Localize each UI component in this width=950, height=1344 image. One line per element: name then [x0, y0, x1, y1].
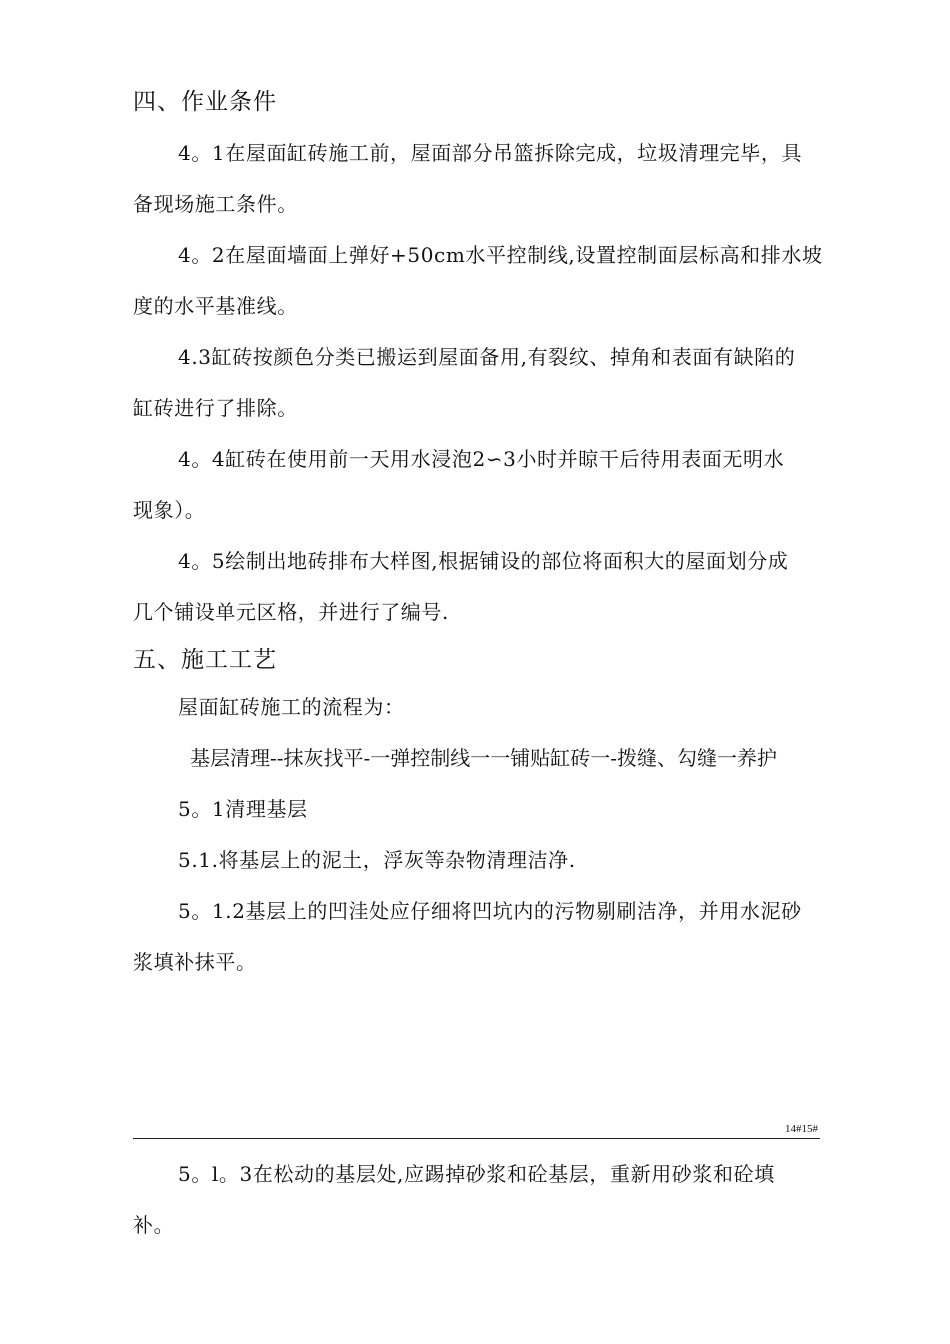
paragraph-4-2-line-1: 4。2在屋面墙面上弹好+50cm水平控制线,设置控制面层标高和排水坡 — [178, 243, 823, 267]
paragraph-4-5-line-1: 4。5绘制出地砖排布大样图,根据铺设的部位将面积大的屋面划分成 — [178, 549, 789, 573]
section-5-heading: 五、施工工艺 — [133, 647, 277, 673]
paragraph-4-3-line-1: 4.3缸砖按颜色分类已搬运到屋面备用,有裂纹、掉角和表面有缺陷的 — [178, 345, 796, 369]
paragraph-4-4-line-1: 4。4缸砖在使用前一天用水浸泡2∽3小时并晾干后待用表面无明水 — [178, 447, 785, 471]
paragraph-4-5-line-2: 几个铺设单元区格，并进行了编号. — [133, 600, 449, 624]
paragraph-5-1-3-line-1: 5。l。3在松动的基层处,应踢掉砂浆和砼基层，重新用砂浆和砼填 — [178, 1162, 775, 1186]
page-number: 14#15# — [785, 1123, 818, 1135]
process-flow: 基层清理--抹灰找平-一弹控制线一一铺贴缸砖一-拨缝、勾缝一养护 — [190, 746, 778, 770]
paragraph-5-1-3-line-2: 补。 — [133, 1213, 175, 1237]
section-4-heading: 四、作业条件 — [133, 89, 277, 115]
paragraph-5-1-2-line-1: 5。1.2基层上的凹洼处应仔细将凹坑内的污物剔刷洁净，并用水泥砂 — [178, 899, 802, 923]
paragraph-5-1-1: 5.1.将基层上的泥土，浮灰等杂物清理洁净. — [178, 848, 576, 872]
paragraph-4-1-line-2: 备现场施工条件。 — [133, 192, 298, 216]
paragraph-4-3-line-2: 缸砖进行了排除。 — [133, 396, 298, 420]
paragraph-4-2-line-2: 度的水平基准线。 — [133, 294, 298, 318]
paragraph-4-1-line-1: 4。1在屋面缸砖施工前，屋面部分吊篮拆除完成，垃圾清理完毕，具 — [178, 141, 803, 165]
page-break-rule — [133, 1138, 820, 1139]
flow-intro: 屋面缸砖施工的流程为： — [178, 695, 405, 719]
subsection-5-1-title: 5。1清理基层 — [178, 797, 308, 821]
paragraph-5-1-2-line-2: 浆填补抹平。 — [133, 950, 257, 974]
paragraph-4-4-line-2: 现象）。 — [133, 498, 206, 522]
